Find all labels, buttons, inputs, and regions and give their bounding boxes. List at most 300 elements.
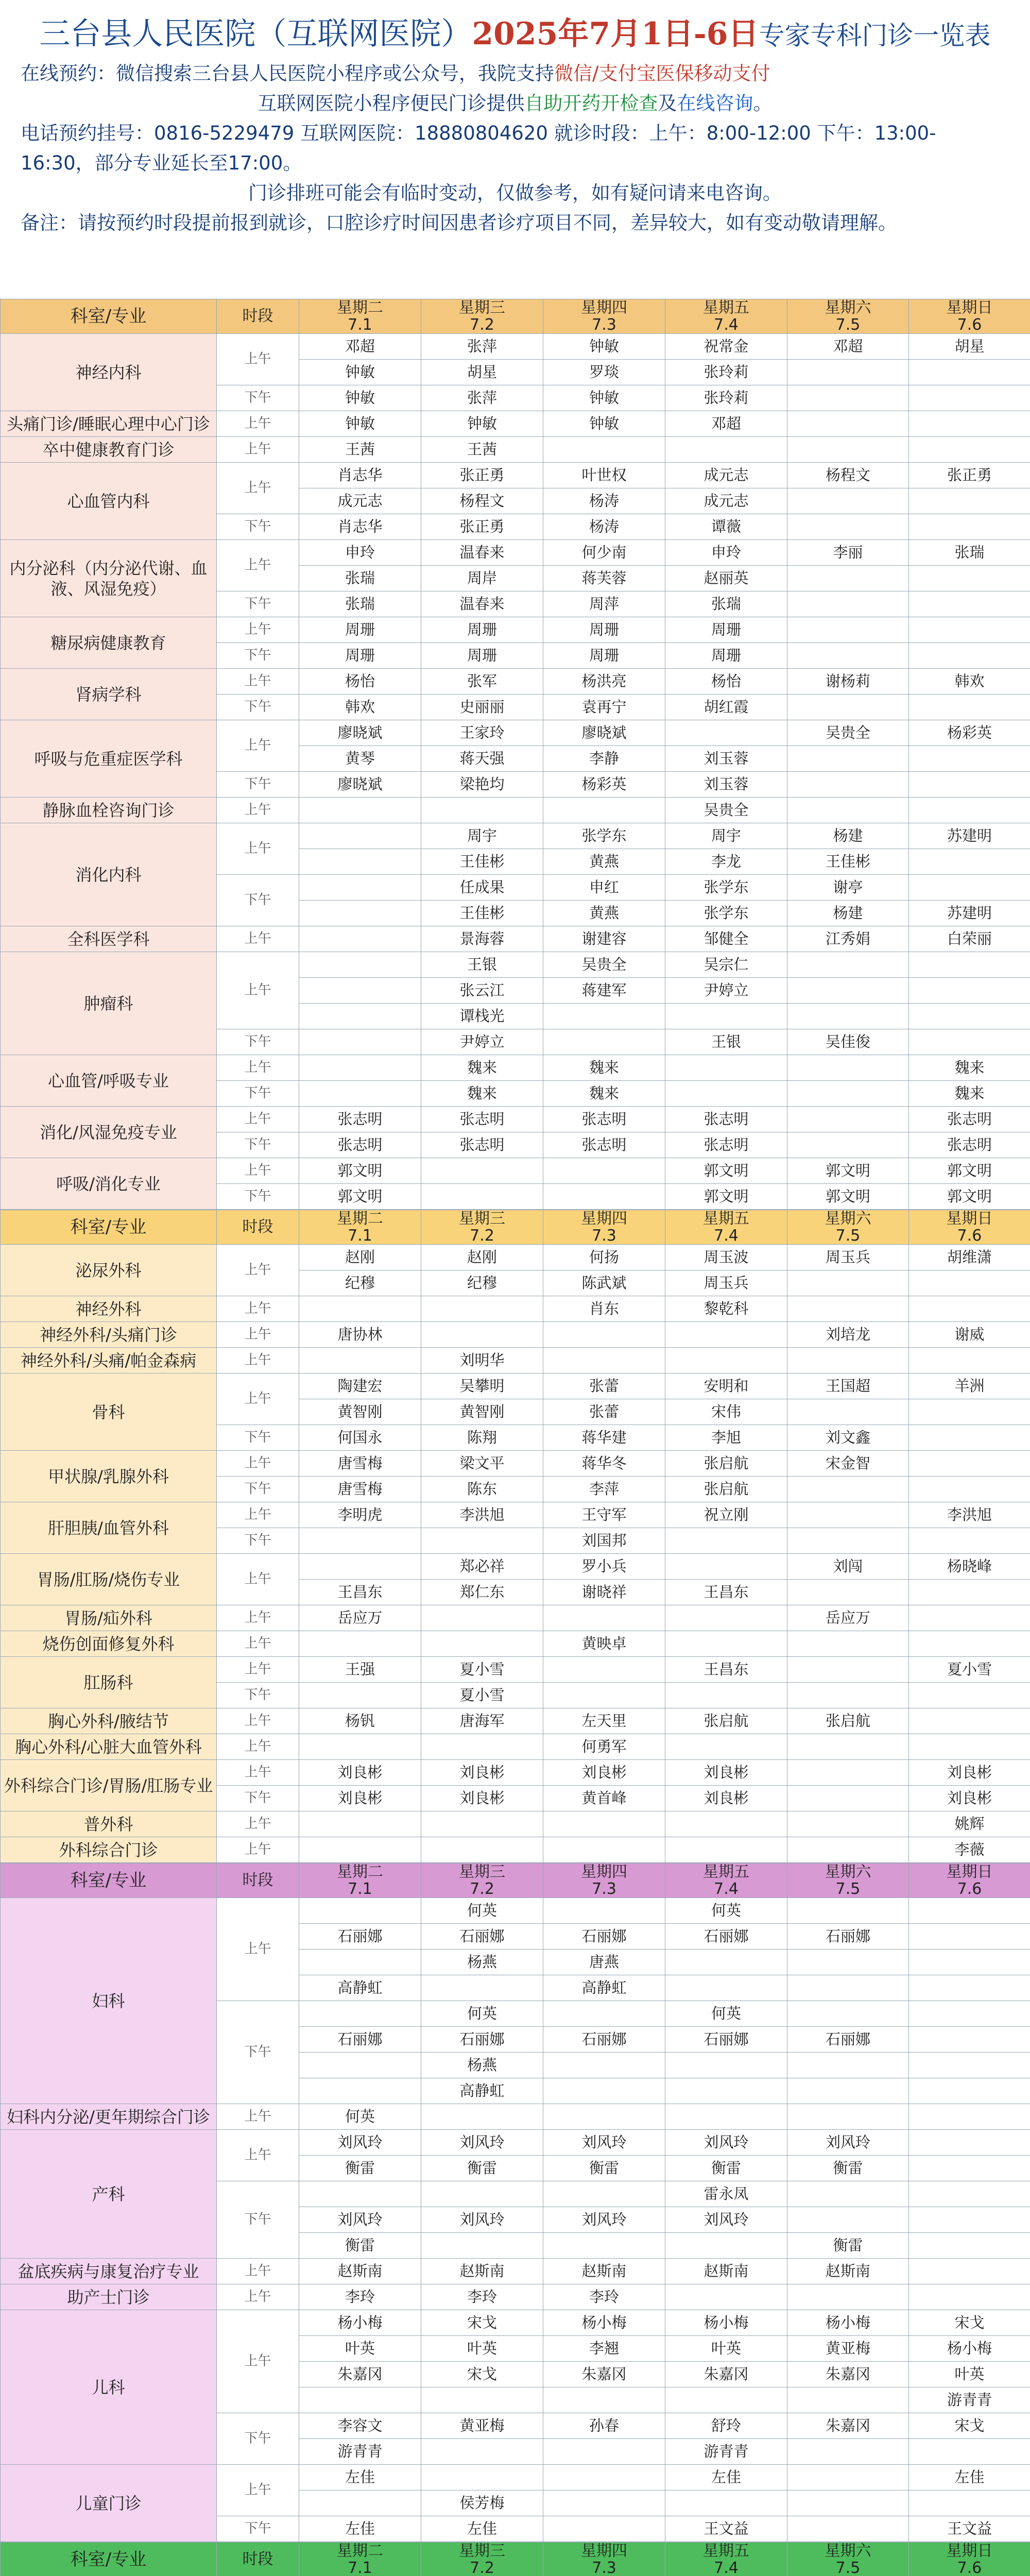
doctor-cell (543, 2104, 665, 2130)
doctor-cell: 王昌东 (299, 1580, 421, 1605)
date: 7.3 (592, 1227, 616, 1245)
doctor-cell (421, 2181, 543, 2207)
doctor-cell (299, 1055, 421, 1081)
time-slot-cell: 上午 (217, 1451, 299, 1477)
doctor-cell: 杨燕 (421, 1950, 543, 1975)
doctor-cell: 张志明 (543, 1107, 665, 1132)
doctor-cell: 张志明 (665, 1107, 787, 1132)
department-cell: 盆底疾病与康复治疗专业 (1, 2259, 217, 2284)
header-day (909, 2543, 1030, 2576)
table-row (1, 1837, 1030, 1863)
doctor-cell (543, 2001, 665, 2027)
doctor-cell: 韩欢 (909, 669, 1030, 694)
doctor-cell: 李丽 (787, 540, 909, 566)
time-slot-cell: 下午 (217, 1683, 299, 1708)
doctor-cell: 夏小雪 (909, 1657, 1030, 1683)
doctor-cell: 石丽娜 (665, 2027, 787, 2053)
time-slot-cell: 上午 (217, 1322, 299, 1348)
doctor-cell: 衡雷 (787, 2233, 909, 2259)
header-dept: 科室/专业 (1, 1210, 217, 1245)
department-cell: 神经外科/头痛门诊 (1, 1322, 217, 1348)
doctor-cell: 羊洲 (909, 1374, 1030, 1399)
doctor-cell (909, 1425, 1030, 1451)
doctor-cell: 申玲 (299, 540, 421, 566)
doctor-cell (543, 2078, 665, 2104)
doctor-cell (787, 1657, 909, 1683)
weekday: 星期五 (703, 1863, 749, 1881)
header-day (543, 2543, 665, 2576)
doctor-cell: 吴佳俊 (787, 1029, 909, 1055)
time-slot-cell: 上午 (217, 1734, 299, 1760)
department-cell: 外科综合门诊/胃肠/肛肠专业 (1, 1760, 217, 1811)
doctor-cell (421, 1528, 543, 1554)
weekday: 星期二 (337, 299, 383, 317)
doctor-cell (665, 1322, 787, 1348)
department-cell: 胸心外科/腋结节 (1, 1708, 217, 1734)
doctor-cell: 廖晓斌 (299, 772, 421, 798)
internet-hospital-line (21, 89, 1009, 118)
doctor-cell: 苏建明 (909, 823, 1030, 849)
doctor-cell: 刘玉蓉 (665, 746, 787, 772)
table-row (1, 1605, 1030, 1631)
doctor-cell (421, 1184, 543, 1210)
department-cell: 消化/风湿免疫专业 (1, 1107, 217, 1158)
date: 7.3 (592, 1880, 616, 1898)
doctor-cell (421, 1158, 543, 1184)
doctor-cell (787, 1898, 909, 1924)
weekday: 星期日 (946, 1210, 993, 1228)
doctor-cell: 石丽娜 (787, 2027, 909, 2053)
doctor-cell (665, 1055, 787, 1081)
doctor-cell: 郭文明 (299, 1158, 421, 1184)
online-booking-line (21, 59, 1009, 89)
date: 7.5 (835, 2559, 861, 2576)
doctor-cell: 杨涛 (543, 514, 665, 540)
doctor-cell (543, 1811, 665, 1837)
doctor-cell (543, 2516, 665, 2542)
date: 7.1 (348, 1880, 372, 1898)
doctor-cell: 郭文明 (299, 1184, 421, 1210)
doctor-cell: 岳应万 (787, 1605, 909, 1631)
doctor-cell (299, 2181, 421, 2207)
weekday: 星期三 (459, 2542, 505, 2560)
doctor-cell: 李龙 (665, 849, 787, 875)
doctor-cell: 叶英 (665, 2336, 787, 2362)
time-slot-cell: 下午 (217, 2001, 299, 2104)
doctor-cell (543, 1348, 665, 1374)
doctor-cell (787, 591, 909, 617)
header-day (909, 299, 1030, 334)
doctor-cell: 宋戈 (909, 2310, 1030, 2336)
weekday: 星期二 (337, 1863, 383, 1881)
doctor-cell (787, 617, 909, 643)
doctor-cell: 刘良彬 (665, 1786, 787, 1811)
doctor-cell: 朱嘉冈 (543, 2362, 665, 2387)
doctor-cell: 高静虹 (543, 1975, 665, 2001)
doctor-cell: 钟敏 (543, 411, 665, 437)
doctor-cell: 肖志华 (299, 463, 421, 488)
doctor-cell (665, 2053, 787, 2078)
department-cell: 肛肠科 (1, 1657, 217, 1708)
doctor-cell: 刘良彬 (299, 1760, 421, 1786)
doctor-cell: 谭薇 (665, 514, 787, 540)
doctor-cell: 姚辉 (909, 1811, 1030, 1837)
doctor-cell: 何英 (665, 2001, 787, 2027)
weekday: 星期六 (825, 2542, 871, 2560)
doctor-cell (787, 1399, 909, 1425)
department-cell: 内分泌科（内分泌代谢、血液、风湿免疫） (1, 540, 217, 617)
doctor-cell: 刘闯 (787, 1554, 909, 1580)
department-cell: 肿瘤科 (1, 952, 217, 1055)
date: 7.4 (714, 1880, 739, 1898)
doctor-cell (909, 772, 1030, 798)
header-day (787, 1210, 909, 1245)
table-row (1, 1631, 1030, 1657)
doctor-cell: 梁文平 (421, 1451, 543, 1477)
doctor-cell (665, 1837, 787, 1863)
time-slot-cell: 上午 (217, 2465, 299, 2516)
doctor-cell (909, 437, 1030, 463)
schedule-section (0, 299, 1030, 1210)
table-row (1, 437, 1030, 463)
doctor-cell: 周珊 (543, 617, 665, 643)
doctor-cell: 王文益 (665, 2516, 787, 2542)
doctor-cell (787, 1270, 909, 1296)
doctor-cell: 祝立刚 (665, 1502, 787, 1528)
doctor-cell: 石丽娜 (421, 2027, 543, 2053)
doctor-cell (909, 1631, 1030, 1657)
doctor-cell (909, 2233, 1030, 2259)
phone-hours-line: 电话预约挂号：0816-5229479 互联网医院：18880804620 就诊时段：上午：8:00-12:00 下午：13:00-16:30，部分专业延长至17:00。 (21, 122, 936, 174)
doctor-cell (909, 1399, 1030, 1425)
doctor-cell (421, 1631, 543, 1657)
doctor-cell: 何国永 (299, 1425, 421, 1451)
doctor-cell: 吴贵全 (543, 952, 665, 978)
online-booking-text: 在线预约：微信搜索三台县人民医院小程序或公众号，我院支持 (21, 62, 554, 84)
doctor-cell: 叶英 (299, 2336, 421, 2362)
department-cell: 妇科 (1, 1898, 217, 2104)
doctor-cell: 朱嘉冈 (665, 2362, 787, 2387)
table-row (1, 1348, 1030, 1374)
doctor-cell (421, 798, 543, 823)
time-slot-cell: 上午 (217, 1245, 299, 1296)
time-slot-cell: 下午 (217, 385, 299, 411)
doctor-cell (665, 1950, 787, 1975)
weekday: 星期日 (946, 1863, 993, 1881)
doctor-cell: 刘风玲 (299, 2130, 421, 2156)
doctor-cell (909, 2181, 1030, 2207)
time-slot-cell: 下午 (217, 2181, 299, 2259)
department-cell: 心血管内科 (1, 463, 217, 540)
doctor-cell: 何扬 (543, 1245, 665, 1270)
doctor-cell: 王强 (299, 1657, 421, 1683)
doctor-cell (787, 385, 909, 411)
doctor-cell: 胡星 (909, 334, 1030, 360)
doctor-cell: 魏来 (543, 1081, 665, 1107)
schedule-change-notice: 门诊排班可能会有临时变动，仅做参考，如有疑问请来电咨询。 (248, 182, 782, 204)
doctor-cell (543, 1158, 665, 1184)
doctor-cell (909, 1734, 1030, 1760)
doctor-cell (909, 1924, 1030, 1950)
doctor-cell: 张萍 (421, 385, 543, 411)
doctor-cell: 宋戈 (421, 2310, 543, 2336)
time-slot-cell: 上午 (217, 669, 299, 694)
table-row (1, 1374, 1030, 1399)
table-row (1, 1760, 1030, 1786)
doctor-cell (421, 1975, 543, 2001)
date: 7.5 (835, 1227, 861, 1245)
doctor-cell (543, 2465, 665, 2490)
doctor-cell: 谢晓祥 (543, 1580, 665, 1605)
doctor-cell: 胡维潇 (909, 1245, 1030, 1270)
doctor-cell (909, 746, 1030, 772)
doctor-cell: 杨钒 (299, 1708, 421, 1734)
doctor-cell (909, 798, 1030, 823)
doctor-cell (909, 1683, 1030, 1708)
header-day (299, 2543, 421, 2576)
doctor-cell: 杨程文 (787, 463, 909, 488)
doctor-cell (299, 1734, 421, 1760)
header-day (665, 2543, 787, 2576)
doctor-cell: 周岸 (421, 566, 543, 591)
doctor-cell: 尹婷立 (421, 1029, 543, 1055)
doctor-cell: 刘风玲 (421, 2130, 543, 2156)
doctor-cell: 刘风玲 (543, 2130, 665, 2156)
doctor-cell (909, 2027, 1030, 2053)
time-slot-cell: 下午 (217, 643, 299, 669)
doctor-cell: 蒋天强 (421, 746, 543, 772)
date: 7.4 (714, 1227, 739, 1245)
doctor-cell (909, 1605, 1030, 1631)
page-title (21, 9, 1009, 59)
doctor-cell: 邓超 (787, 334, 909, 360)
header-day (665, 1210, 787, 1245)
doctor-cell: 张瑞 (665, 591, 787, 617)
doctor-cell: 衡雷 (421, 2156, 543, 2181)
weekday: 星期五 (703, 299, 749, 317)
doctor-cell (909, 1950, 1030, 1975)
doctor-cell: 张志明 (909, 1107, 1030, 1132)
doctor-cell (299, 1683, 421, 1708)
doctor-cell: 赵斯南 (543, 2259, 665, 2284)
doctor-cell (421, 1837, 543, 1863)
doctor-cell: 刘风玲 (665, 2207, 787, 2233)
date: 7.5 (835, 316, 861, 334)
doctor-cell (787, 2465, 909, 2490)
doctor-cell: 王昌东 (665, 1580, 787, 1605)
table-header-row (1, 299, 1030, 334)
doctor-cell: 周珊 (665, 617, 787, 643)
doctor-cell: 张志明 (909, 1132, 1030, 1158)
doctor-cell: 王银 (421, 952, 543, 978)
doctor-cell (787, 1975, 909, 2001)
doctor-cell (543, 1029, 665, 1055)
department-cell: 产科 (1, 2130, 217, 2259)
doctor-cell: 李洪旭 (421, 1502, 543, 1528)
time-slot-cell: 上午 (217, 1374, 299, 1425)
doctor-cell: 成元志 (665, 488, 787, 514)
doctor-cell: 周珊 (665, 643, 787, 669)
doctor-cell: 石丽娜 (299, 2027, 421, 2053)
doctor-cell: 石丽娜 (787, 1924, 909, 1950)
doctor-cell (543, 1322, 665, 1348)
doctor-cell: 朱嘉冈 (787, 2413, 909, 2439)
doctor-cell: 李容文 (299, 2413, 421, 2439)
doctor-cell: 衡雷 (299, 2156, 421, 2181)
header-dept: 科室/专业 (1, 1863, 217, 1898)
doctor-cell (665, 720, 787, 746)
time-slot-cell: 下午 (217, 1132, 299, 1158)
doctor-cell: 张蕾 (543, 1399, 665, 1425)
table-row (1, 1158, 1030, 1184)
doctor-cell: 宋戈 (421, 2362, 543, 2387)
doctor-cell (299, 2387, 421, 2413)
table-row (1, 1734, 1030, 1760)
header-day (909, 1210, 1030, 1245)
doctor-cell (665, 1081, 787, 1107)
table-row (1, 1245, 1030, 1270)
schedule-section (0, 1210, 1030, 1863)
department-cell: 头痛门诊/睡眠心理中心门诊 (1, 411, 217, 437)
header-slot: 时段 (217, 1210, 299, 1245)
doctor-cell: 谢亭 (787, 875, 909, 901)
doctor-cell: 黎乾科 (665, 1296, 787, 1322)
time-slot-cell: 下午 (217, 591, 299, 617)
time-slot-cell: 下午 (217, 1425, 299, 1451)
doctor-cell (909, 2130, 1030, 2156)
doctor-cell: 杨建 (787, 901, 909, 926)
doctor-cell (909, 2207, 1030, 2233)
doctor-cell (787, 411, 909, 437)
doctor-cell (787, 1348, 909, 1374)
doctor-cell (909, 2284, 1030, 2310)
date: 7.1 (348, 1227, 372, 1245)
weekday: 星期五 (703, 2542, 749, 2560)
department-cell: 外科综合门诊 (1, 1837, 217, 1863)
doctor-cell: 廖晓斌 (299, 720, 421, 746)
doctor-cell: 王昌东 (665, 1657, 787, 1683)
doctor-cell: 郭文明 (787, 1158, 909, 1184)
doctor-cell (787, 952, 909, 978)
doctor-cell (909, 617, 1030, 643)
department-cell: 肾病学科 (1, 669, 217, 720)
doctor-cell (299, 875, 421, 901)
doctor-cell: 何勇军 (543, 1734, 665, 1760)
doctor-cell: 赵斯南 (787, 2259, 909, 2284)
table-row (1, 463, 1030, 488)
doctor-cell: 左佳 (421, 2516, 543, 2542)
doctor-cell: 郭文明 (665, 1184, 787, 1210)
doctor-cell (543, 1657, 665, 1683)
doctor-cell: 王茜 (421, 437, 543, 463)
doctor-cell: 温春来 (421, 540, 543, 566)
doctor-cell: 陈东 (421, 1477, 543, 1502)
doctor-cell: 叶英 (421, 2336, 543, 2362)
time-slot-cell: 下午 (217, 1184, 299, 1210)
time-slot-cell: 上午 (217, 540, 299, 591)
doctor-cell: 钟敏 (543, 385, 665, 411)
doctor-cell (421, 2233, 543, 2259)
doctor-cell (299, 2078, 421, 2104)
doctor-cell (421, 1734, 543, 1760)
doctor-cell: 杨怡 (299, 669, 421, 694)
doctor-cell (543, 1898, 665, 1924)
table-row (1, 1502, 1030, 1528)
doctor-cell: 杨小梅 (299, 2310, 421, 2336)
doctor-cell: 李玲 (299, 2284, 421, 2310)
header-day (665, 299, 787, 334)
header-day (421, 2543, 543, 2576)
weekday: 星期四 (581, 1863, 627, 1881)
doctor-cell (543, 798, 665, 823)
doctor-cell: 申红 (543, 875, 665, 901)
doctor-cell (909, 2156, 1030, 2181)
doctor-cell (299, 1898, 421, 1924)
online-consult-text: 在线咨询 (677, 92, 753, 114)
doctor-cell (909, 591, 1030, 617)
doctor-cell (909, 2053, 1030, 2078)
doctor-cell: 吴贵全 (665, 798, 787, 823)
doctor-cell (787, 2516, 909, 2542)
self-service-text: 自助开药开检查 (524, 92, 658, 114)
doctor-cell: 郭文明 (787, 1184, 909, 1210)
doctor-cell: 宋伟 (665, 1399, 787, 1425)
period-text: 。 (753, 92, 772, 114)
doctor-cell: 杨小梅 (787, 2310, 909, 2336)
doctor-cell: 左佳 (665, 2465, 787, 2490)
doctor-cell: 杨晓峰 (909, 1554, 1030, 1580)
doctor-cell: 尹婷立 (665, 978, 787, 1004)
date: 7.2 (470, 316, 494, 334)
doctor-cell (909, 875, 1030, 901)
doctor-cell: 李玲 (543, 2284, 665, 2310)
doctor-cell: 胡星 (421, 360, 543, 385)
date: 7.2 (470, 2559, 494, 2576)
weekday: 星期三 (459, 1863, 505, 1881)
doctor-cell: 蒋芙蓉 (543, 566, 665, 591)
doctor-cell: 郑仁东 (421, 1580, 543, 1605)
time-slot-cell: 上午 (217, 2104, 299, 2130)
doctor-cell: 邓超 (665, 411, 787, 437)
doctor-cell: 郭文明 (665, 1158, 787, 1184)
header-day (787, 299, 909, 334)
doctor-cell: 张学东 (543, 823, 665, 849)
date: 7.1 (348, 316, 372, 334)
doctor-cell: 石丽娜 (543, 2027, 665, 2053)
doctor-cell (421, 2104, 543, 2130)
doctor-cell: 李明虎 (299, 1502, 421, 1528)
doctor-cell (787, 2001, 909, 2027)
doctor-cell (299, 1554, 421, 1580)
table-row (1, 952, 1030, 978)
department-cell: 骨科 (1, 1374, 217, 1451)
date: 7.5 (835, 1880, 861, 1898)
doctor-cell (909, 952, 1030, 978)
doctor-cell (787, 2078, 909, 2104)
doctor-cell (787, 2053, 909, 2078)
doctor-cell: 钟敏 (543, 334, 665, 360)
doctor-cell: 杨建 (787, 823, 909, 849)
doctor-cell (909, 1029, 1030, 1055)
doctor-cell: 张玲莉 (665, 385, 787, 411)
doctor-cell (665, 1004, 787, 1029)
time-slot-cell: 上午 (217, 1158, 299, 1184)
doctor-cell (909, 2490, 1030, 2516)
department-cell: 普外科 (1, 1811, 217, 1837)
doctor-cell: 胡红霞 (665, 694, 787, 720)
date: 7.6 (957, 1227, 982, 1245)
department-cell: 静脉血栓咨询门诊 (1, 798, 217, 823)
